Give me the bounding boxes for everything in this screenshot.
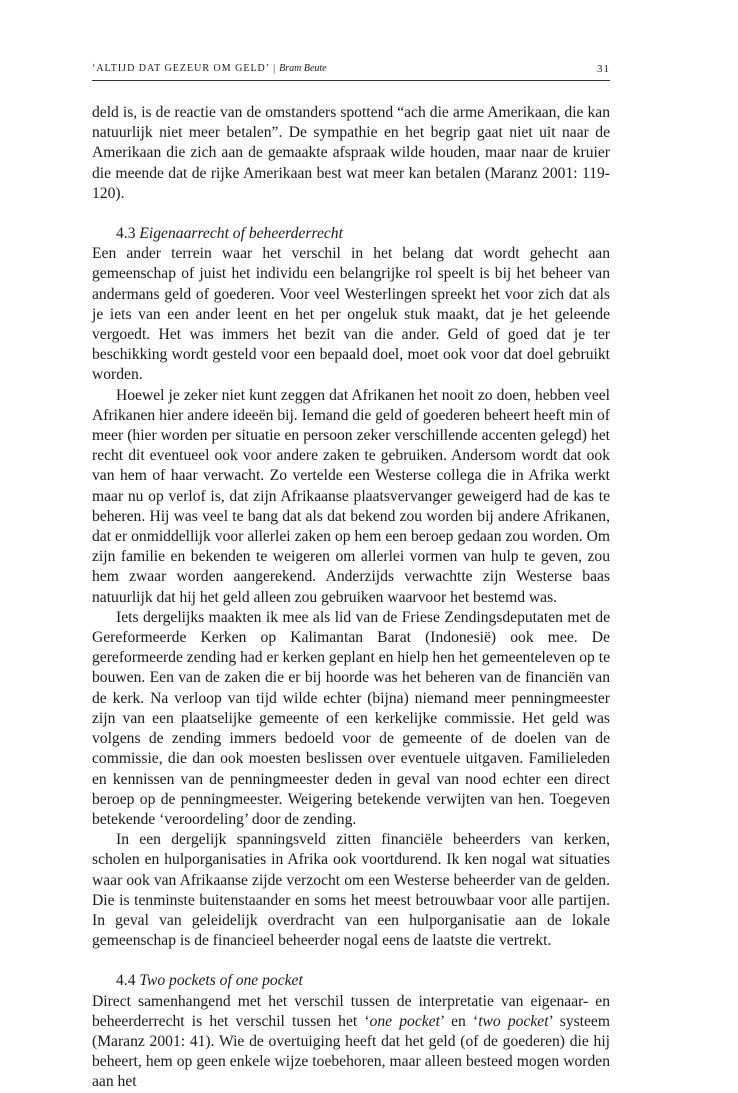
page-body xyxy=(92,103,610,1093)
paragraph-2: Een ander terrein waar het verschil in het belang dat wordt gehecht aan gemeenschap of juist het individu een belangrijke rol speelt is bij het beheer van andermans geld of goederen. Voor veel Westerlingen spreekt het voor zich dat als je iets van een ander leent en het per ongeluk stuk maakt, dat je het geleende vergoedt. Het was immers het bezit van die ander. Geld of goed dat je ter beschikking wordt gesteld voor een bepaald doel, moet ook voor dat doel gebruikt worden. xyxy=(92,245,610,384)
section-heading-4-4 xyxy=(92,971,610,991)
section-gap xyxy=(92,204,610,224)
running-title-group xyxy=(92,63,327,74)
section-number: 4.4 xyxy=(116,972,136,990)
term-two-pocket: two pocket xyxy=(478,1012,549,1030)
running-title: ‘ALTIJD DAT GEZEUR OM GELD’ xyxy=(92,63,271,74)
paragraph-6-part-a: Direct samenhangend met het verschil tussen de interpretatie van eigenaar- en beheerderrecht is het verschil tussen het ‘ xyxy=(92,992,610,1030)
page-number: 31 xyxy=(597,63,610,75)
running-header xyxy=(92,60,610,81)
author-name: Bram Beute xyxy=(279,63,327,74)
paragraph-6 xyxy=(92,992,610,1093)
paragraph-6-part-c: ’ systeem (Maranz 2001: 41). Wie de overtuiging heeft dat het geld (of de goederen) die hij beheert, hem op geen enkele wijze toebehoren, maar alleen besteed mogen worden aan het xyxy=(92,1012,610,1091)
paragraph-1: deld is, is de reactie van de omstanders spottend “ach die arme Amerikaan, die kan natuurlijk niet meer betalen”. De sympathie en het begrip gaat niet uit naar de Amerikaan die zich aan de gemaakte afspraak wilde houden, maar naar de kruier die meende dat de rijke Amerikaan best wat meer kan betalen (Maranz 2001: 119-120). xyxy=(92,104,610,202)
paragraph-3: Hoewel je zeker niet kunt zeggen dat Afrikanen het nooit zo doen, hebben veel Afrikanen hier andere ideeën bij. Iemand die geld of goederen beheert heeft min of meer (hier worden per situatie en persoon zeker verschillende accenten gelegd) het recht dit eventueel ook voor andere zaken te gebruiken. Andersom wordt dat ook van hem of haar verwacht. Zo vertelde een Westerse collega die in Afrika werkt maar nu op verlof is, dat zijn Afrikaanse plaatsvervanger geweigerd had de kas te beheren. Hij was veel te bang dat als dat bekend zou worden bij andere Afrikanen, dat er onmiddellijk voor allerlei zaken op hem een beroep gedaan zou worden. Om zijn familie en bekenden te weigeren om allerlei vormen van hulp te geven, zou hem zwaar worden aangerekend. Anderzijds verwachtte zijn Westerse baas natuurlijk dat hij het geld alleen zou gebruiken waarvoor het bestemd was. xyxy=(92,386,610,606)
section-heading-4-3 xyxy=(92,224,610,244)
term-one-pocket: one pocket xyxy=(369,1012,440,1030)
section-number: 4.3 xyxy=(116,225,136,243)
paragraph-6-part-b: ’ en ‘ xyxy=(439,1012,479,1030)
header-separator: | xyxy=(273,63,277,74)
section-title: Eigenaarrecht of beheerderrecht xyxy=(139,225,343,243)
section-title: Two pockets of one pocket xyxy=(139,972,303,990)
section-gap xyxy=(92,951,610,971)
paragraph-4: Iets dergelijks maakten ik mee als lid van de Friese Zendingsdeputaten met de Gereformeerde Kerken op Kalimantan Barat (Indonesië) ook mee. De gereformeerde zending had er kerken geplant en hielp hen het gemeenteleven op te bouwen. Een van de zaken die er bij hoorde was het beheren van de financiën van de kerk. Na verloop van tijd wilde echter (bijna) niemand meer penningmeester zijn van een plaatselijke gemeente of een kerkelijke commissie. Het geld was volgens de zending immers bedoeld voor de gemeente of de doelen van de commissie, die dan ook moesten beslissen over eventuele uitgaven. Familieleden en kennissen van de penningmeester deden in geval van nood echter een direct beroep op de penningmeester. Weigering betekende verwijten van hen. Toegeven betekende ‘veroordeling’ door de zending. xyxy=(92,608,610,828)
paragraph-5: In een dergelijk spanningsveld zitten financiële beheerders van kerken, scholen en hulporganisaties in Afrika ook voortdurend. Ik ken nogal wat situaties waar ook van Afrikaanse zijde verzocht om een Westerse beheerder van de gelden. Die is tenminste buitenstaander en soms het meest betrouwbaar voor alle partijen. In geval van geleidelijk overdracht van een hulporganisatie aan de lokale gemeenschap is de financieel beheerder nogal eens de laatste die vertrekt. xyxy=(92,831,610,950)
